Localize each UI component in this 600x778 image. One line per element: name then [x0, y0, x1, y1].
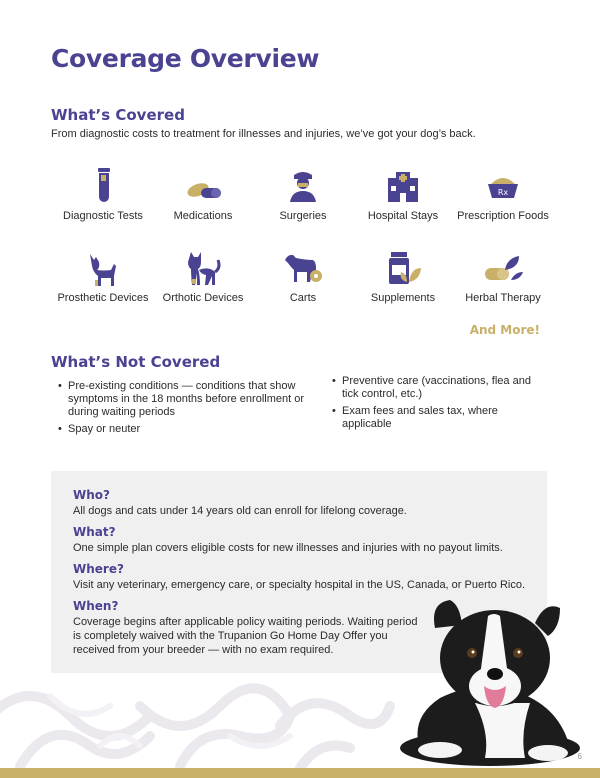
- what-heading: What?: [73, 525, 116, 539]
- when-heading: When?: [73, 599, 119, 613]
- coverage-item-label: Hospital Stays: [367, 210, 439, 222]
- coverage-item-medications: [148, 164, 258, 223]
- test-tube-icon: [81, 164, 125, 208]
- herbal-capsule-icon: [481, 246, 525, 290]
- page-number: 6: [577, 752, 582, 761]
- cat-icon: [181, 246, 225, 290]
- when-text-line-2: is completely waived with the Trupanion Go Home Day Offer you: [73, 630, 388, 642]
- when-text-line-1: Coverage begins after applicable policy waiting periods. Waiting period: [73, 616, 418, 628]
- coverage-item-herbal-therapy: [448, 246, 558, 305]
- coverage-item-label: Diagnostic Tests: [63, 210, 143, 222]
- coverage-item-label: Orthotic Devices: [162, 292, 244, 304]
- when-text-line-3: received from your breeder — with no exam required.: [73, 644, 334, 656]
- coverage-item-label: Carts: [289, 292, 317, 304]
- list-item: • Exam fees and sales tax, where applicable: [332, 405, 547, 431]
- list-item: • Preventive care (vaccinations, flea and tick control, etc.): [332, 375, 547, 401]
- coverage-item-carts: [248, 246, 358, 305]
- page-title: Coverage Overview: [51, 44, 320, 73]
- who-text: All dogs and cats under 14 years old can enroll for lifelong coverage.: [73, 505, 407, 517]
- food-bowl-icon: [481, 164, 525, 208]
- and-more-label: And More!: [469, 323, 540, 337]
- coverage-item-hospital-stays: [348, 164, 458, 223]
- coverage-item-label: Herbal Therapy: [465, 292, 541, 304]
- where-text: Visit any veterinary, emergency care, or specialty hospital in the US, Canada, or Puerto Rico.: [73, 579, 526, 591]
- whats-not-covered-heading: What’s Not Covered: [51, 353, 221, 371]
- coverage-item-diagnostic-tests: [48, 164, 158, 223]
- coverage-item-label: Supplements: [370, 292, 436, 304]
- coverage-item-label: Prescription Foods: [457, 210, 549, 222]
- who-heading: Who?: [73, 488, 110, 502]
- what-text: One simple plan covers eligible costs for new illnesses and injuries with no payout limits.: [73, 542, 503, 554]
- svg-text:Rx: Rx: [497, 188, 509, 197]
- coverage-item-orthotic-devices: [148, 246, 258, 305]
- coverage-item-label: Surgeries: [279, 210, 327, 222]
- covered-intro: From diagnostic costs to treatment for illnesses and injuries, we’ve got your dog’s back.: [51, 128, 476, 140]
- whats-covered-heading: What’s Covered: [51, 106, 185, 124]
- coverage-item-supplements: [348, 246, 458, 305]
- bottom-accent-bar: [0, 768, 600, 778]
- surgeon-icon: [281, 164, 325, 208]
- coverage-item-surgeries: [248, 164, 358, 223]
- list-item: • Spay or neuter: [58, 423, 308, 436]
- dog-prosthetic-icon: [81, 246, 125, 290]
- coverage-item-prescription-foods: [448, 164, 558, 223]
- coverage-item-prosthetic-devices: [48, 246, 158, 305]
- coverage-item-label: Medications: [173, 210, 233, 222]
- pills-icon: [181, 164, 225, 208]
- border-collie-puppy-image: [380, 598, 580, 768]
- dog-cart-icon: [281, 246, 325, 290]
- hospital-icon: [381, 164, 425, 208]
- not-covered-list-right: [332, 375, 547, 435]
- where-heading: Where?: [73, 562, 124, 576]
- coverage-item-label: Prosthetic Devices: [57, 292, 149, 304]
- list-item: • Pre-existing conditions — conditions that show symptoms in the 18 months before enrollment or during waiting periods: [58, 380, 308, 419]
- not-covered-list-left: [58, 380, 308, 440]
- supplement-jar-icon: [381, 246, 425, 290]
